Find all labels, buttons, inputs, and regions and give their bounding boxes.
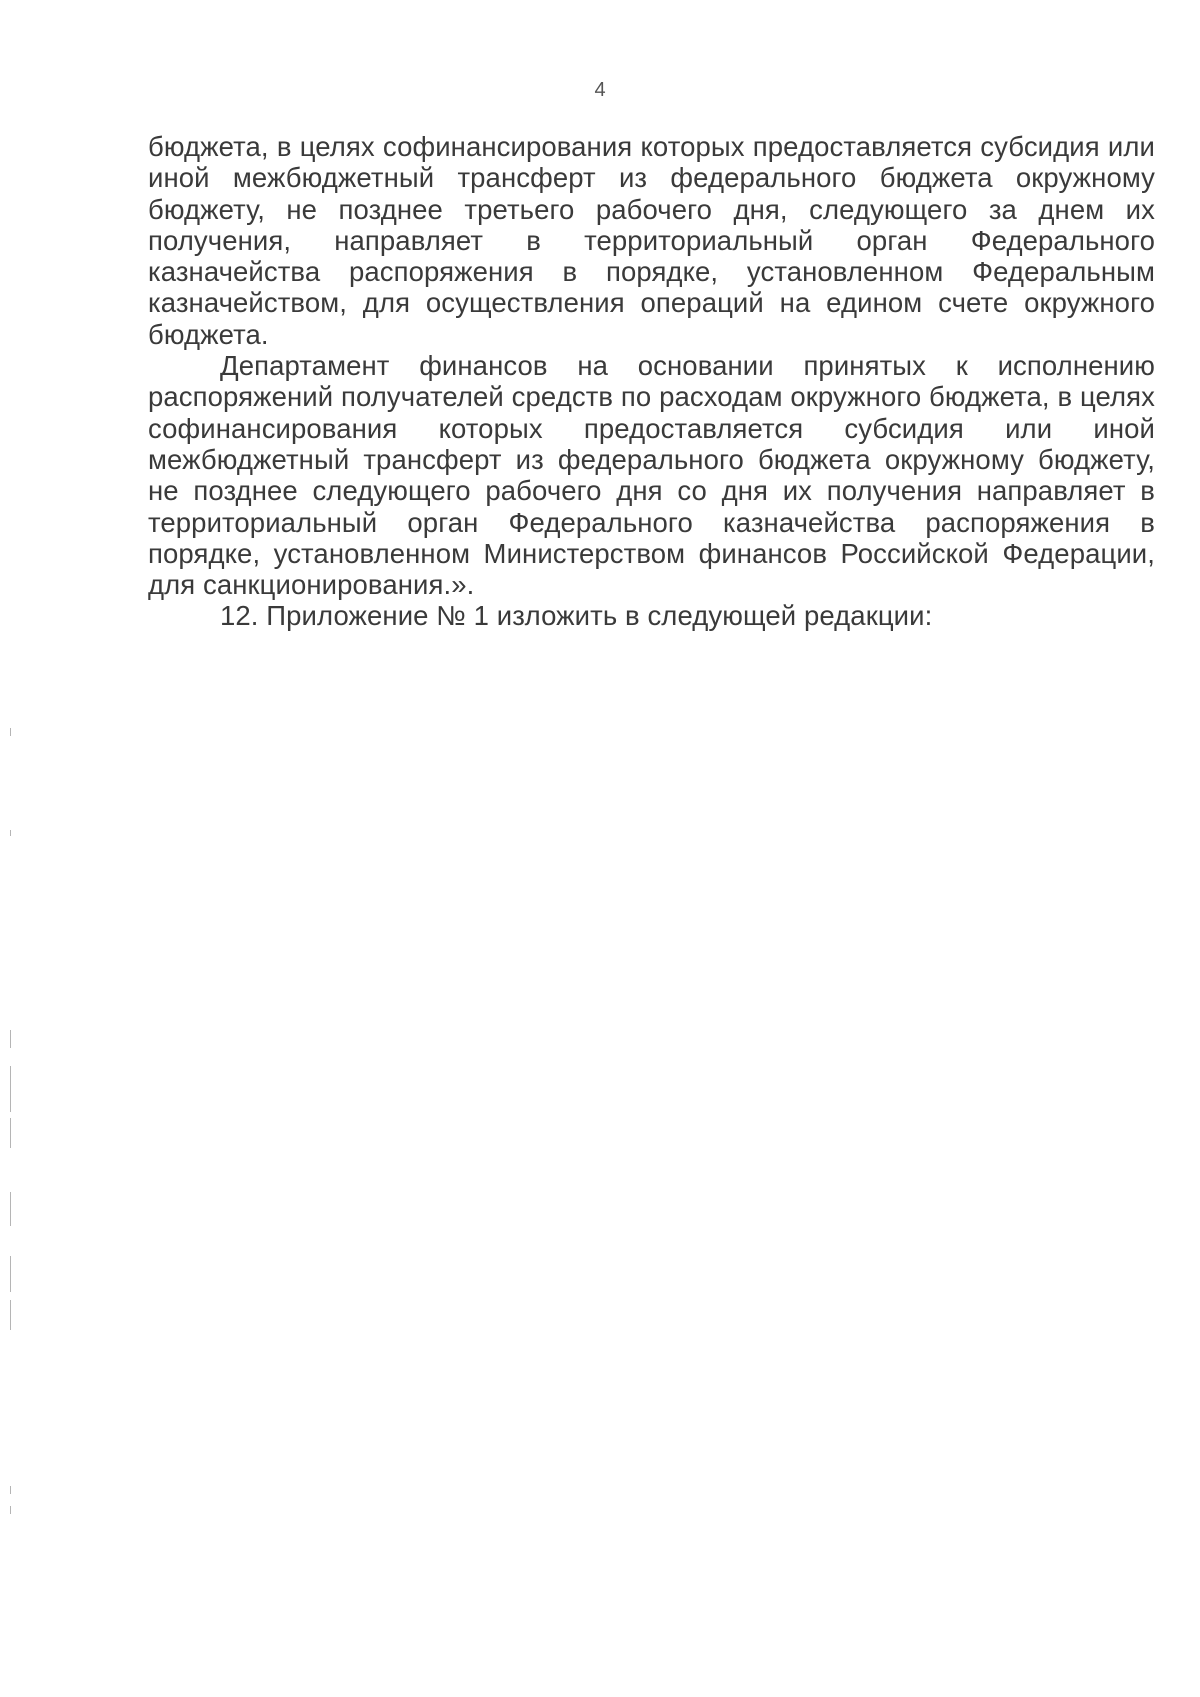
paragraph-item-12: 12. Приложение № 1 изложить в следующей редакции: (220, 600, 933, 632)
scan-edge-mark (10, 1256, 11, 1292)
scan-edge-mark (10, 1118, 11, 1148)
scan-edge-mark (10, 1066, 11, 1112)
page-number: 4 (594, 79, 606, 101)
paragraph-continuation: бюджета, в целях софинансирования которых предоставляется субсидия или иной межбюджетный трансферт из федерального бюджета окружному бюджету, не позднее третьего рабочего дня, следующего за днем их получения, направляет в территориальный орган Федерального казначейства распоряжения в порядке, установленном Федеральным казначейством, для осуществления операций на едином счете окружного бюджета. (148, 131, 1155, 350)
paragraph-department-finance: Департамент финансов на основании принятых к исполнению распоряжений получателей средств по расходам окружного бюджета, в целях софинансирования которых предоставляется субсидия или иной межбюджетный трансферт из федерального бюджета окружному бюджету, не позднее следующего рабочего дня со дня их получения направляет в территориальный орган Федерального казначейства распоряжения в порядке, установленном Министерством финансов Российской Федерации, для санкционирования.». (148, 350, 1155, 601)
scan-edge-mark (10, 1192, 11, 1226)
scan-edge-mark (10, 830, 11, 836)
scan-edge-mark (10, 728, 11, 736)
scan-edge-mark (10, 1486, 11, 1494)
scan-edge-mark (10, 1300, 11, 1330)
document-body (148, 131, 1155, 632)
scan-edge-mark (10, 1030, 11, 1048)
scan-edge-mark (10, 1506, 11, 1514)
